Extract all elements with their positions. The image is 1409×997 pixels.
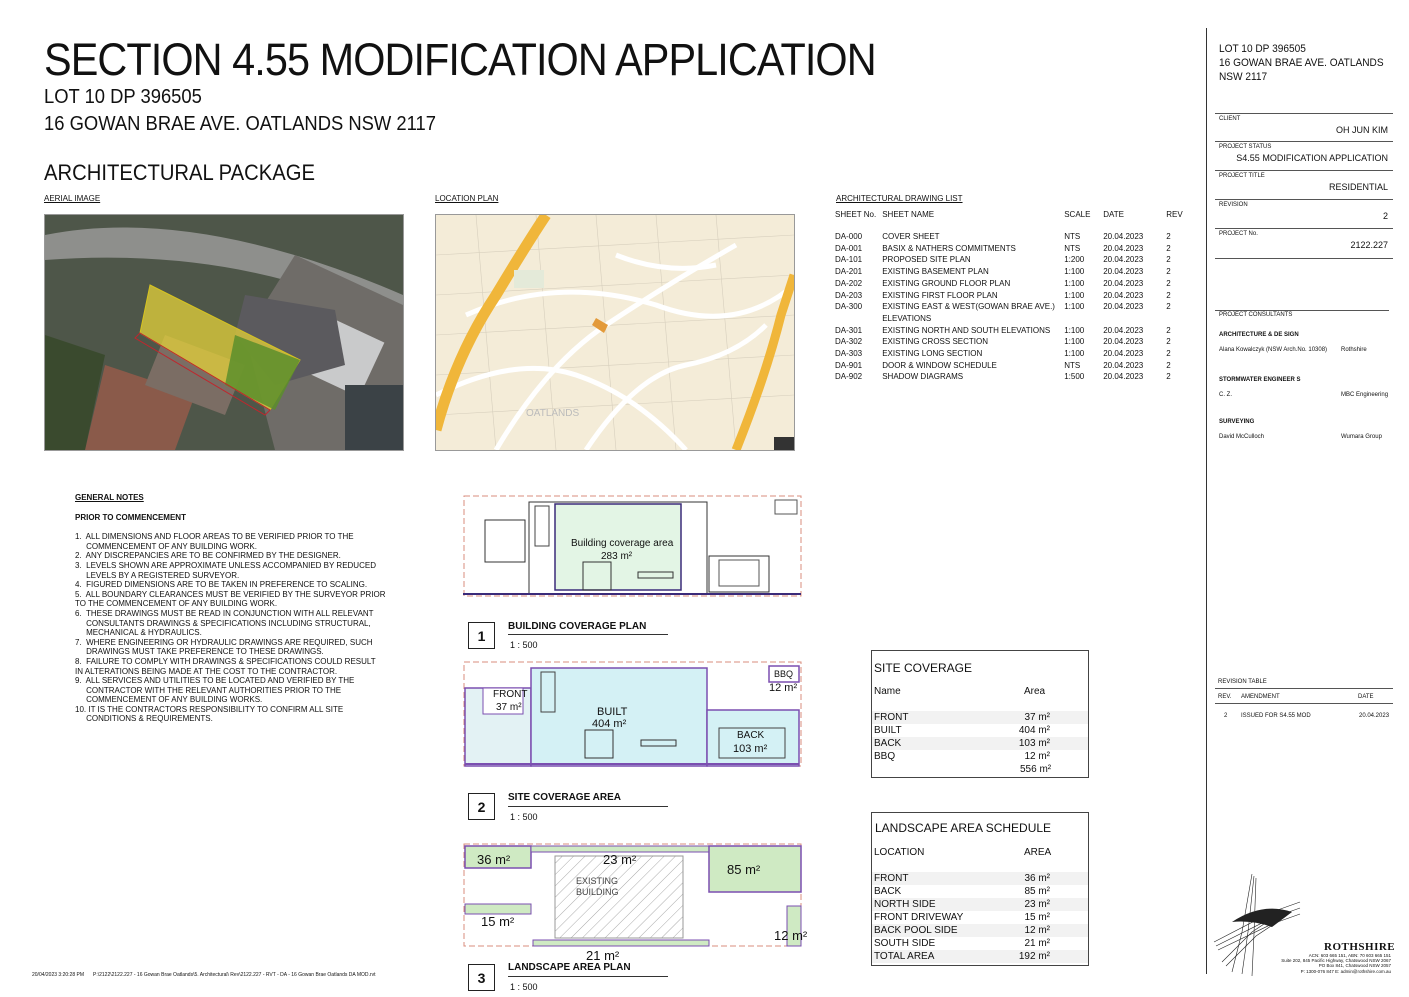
drawing-list-cell: COVER SHEET xyxy=(882,232,940,241)
drawing-list-cell: DA-302 xyxy=(835,337,863,347)
stormwater-name: C. Z. xyxy=(1219,392,1232,398)
schedule-name: BACK POOL SIDE xyxy=(874,925,958,936)
drawing-list-cell: EXISTING BASEMENT PLAN xyxy=(882,267,989,277)
aerial-image xyxy=(44,214,404,451)
drawing-list-cell: PROPOSED SITE PLAN xyxy=(882,255,971,265)
drawing-list-label: ARCHITECTURAL DRAWING LIST xyxy=(836,194,963,203)
drawing-list-row xyxy=(832,371,1186,383)
drawing-list-cell: 1:100 xyxy=(1064,349,1085,359)
note-line: 4. FIGURED DIMENSIONS ARE TO BE TAKEN IN PREFERENCE TO SCALING. xyxy=(75,580,368,590)
built-label: BUILT xyxy=(597,706,628,718)
drawing-list-row xyxy=(832,278,1186,290)
note-line: LEVELS BY A REGISTERED SURVEYOR. xyxy=(75,570,240,580)
drawing-list-cell: DA-101 xyxy=(835,255,863,265)
rev-col-amendment: AMENDMENT xyxy=(1241,694,1280,700)
schedule-area: 12 m² xyxy=(1024,925,1050,936)
note-line: 8. FAILURE TO COMPLY WITH DRAWINGS & SPECIFICATIONS COULD RESULT xyxy=(75,656,376,666)
drawing-list-cell: DA-901 xyxy=(835,360,863,370)
rev-row-rev: 2 xyxy=(1224,713,1228,719)
sidebar-addr1: 16 GOWAN BRAE AVE. OATLANDS xyxy=(1219,57,1384,69)
site-coverage-total: 556 m² xyxy=(1020,764,1052,775)
drawing-list-cell: 1:100 xyxy=(1064,290,1085,300)
page-title: SECTION 4.55 MODIFICATION APPLICATION xyxy=(44,34,876,85)
brand-line-2: Suite 202, 845 Pacific Highway, Chatswood NSW 2067 xyxy=(1281,958,1391,964)
rev-row-amendment: ISSUED FOR S4.55 MOD xyxy=(1241,713,1311,719)
brand-line-4: P: 1300-076 847 E: admin@rothshire.com.au xyxy=(1300,968,1391,974)
general-notes xyxy=(75,493,386,724)
drawing-list-cell: 1:100 xyxy=(1064,337,1085,347)
drawing-list-cell: EXISTING NORTH AND SOUTH ELEVATIONS xyxy=(882,325,1051,335)
sidebar-addr2: NSW 2117 xyxy=(1219,71,1268,83)
note-line: CONTRACTOR WITH THE RELEVANT AUTHORITIES PRIOR TO THE xyxy=(75,685,342,695)
status-value: S4.55 MODIFICATION APPLICATION xyxy=(1236,153,1388,163)
drawing-list-cell: 2 xyxy=(1166,325,1171,335)
drawing-list-row xyxy=(832,266,1186,278)
drawing-list-row xyxy=(832,336,1186,348)
revision-table-label: REVISION TABLE xyxy=(1218,679,1267,685)
project-title-value: RESIDENTIAL xyxy=(1328,182,1388,192)
project-no-label: PROJECT No. xyxy=(1219,231,1258,237)
client-label: CLIENT xyxy=(1219,116,1241,122)
drawing-list-cell: 1:100 xyxy=(1064,278,1085,288)
schedule-area: 12 m² xyxy=(1024,751,1050,762)
note-line: MECHANICAL & HYDRAULICS. xyxy=(75,628,202,638)
plan-3-scale: 1 : 500 xyxy=(510,982,538,992)
rev-row-date: 20.04.2023 xyxy=(1359,713,1390,719)
aerial-label: AERIAL IMAGE xyxy=(44,194,101,203)
drawing-list-cell: 1:500 xyxy=(1064,372,1085,382)
schedule-name: BUILT xyxy=(874,725,902,736)
drawing-list-cell: NTS xyxy=(1064,360,1081,370)
drawing-list-cell: NTS xyxy=(1064,232,1081,241)
surveyor-firm: Wumara Group xyxy=(1341,434,1382,440)
col-rev: REV xyxy=(1166,210,1183,219)
drawing-list-cell: DA-201 xyxy=(835,267,863,277)
schedule-area: 36 m² xyxy=(1024,873,1050,884)
drawing-list-cell: EXISTING FIRST FLOOR PLAN xyxy=(882,290,998,300)
drawing-list-cell: 2 xyxy=(1166,267,1171,277)
drawing-list-cell: EXISTING CROSS SECTION xyxy=(882,337,988,347)
landscape-23: 23 m² xyxy=(603,852,637,867)
drawing-list-cell: DA-303 xyxy=(835,349,863,359)
plan-1-title: BUILDING COVERAGE PLAN xyxy=(508,621,647,632)
schedule-row xyxy=(872,924,1088,937)
schedule-row xyxy=(872,724,1088,737)
notes-heading: GENERAL NOTES xyxy=(75,493,144,502)
stormwater-label: STORMWATER ENGINEER S xyxy=(1219,377,1301,383)
plan-3-title: LANDSCAPE AREA PLAN xyxy=(508,962,631,973)
drawing-list-cell: SHADOW DIAGRAMS xyxy=(882,372,964,382)
schedule-row xyxy=(872,898,1088,911)
col-sheet-no: SHEET No. xyxy=(835,210,877,219)
landscape-36: 36 m² xyxy=(477,852,511,867)
site-coverage-table xyxy=(872,711,1088,763)
schedule-name: FRONT xyxy=(874,873,909,884)
site-coverage-title: SITE COVERAGE xyxy=(874,661,973,675)
plan-2-scale: 1 : 500 xyxy=(510,812,538,822)
coverage-area-value: 283 m² xyxy=(601,551,633,562)
schedule-name: SOUTH SIDE xyxy=(874,938,936,949)
schedule-area: 23 m² xyxy=(1024,899,1050,910)
landscape-col-area: AREA xyxy=(1024,847,1052,858)
location-label: LOCATION PLAN xyxy=(435,194,499,203)
schedule-area: 192 m² xyxy=(1018,951,1050,962)
rev-col-rev: REV. xyxy=(1218,694,1232,700)
building-coverage-plan xyxy=(463,494,803,598)
schedule-area: 37 m² xyxy=(1024,712,1050,723)
brand-name: ROTHSHIRE xyxy=(1324,941,1396,953)
surveying-label: SURVEYING xyxy=(1219,419,1255,425)
drawing-list-row xyxy=(832,360,1186,372)
drawing-list-cell: 20.04.2023 xyxy=(1103,349,1144,359)
drawing-list-cell: 20.04.2023 xyxy=(1103,267,1144,277)
drawing-list-row xyxy=(832,243,1186,255)
drawing-list-cell: 2 xyxy=(1166,372,1171,382)
schedule-row xyxy=(872,885,1088,898)
map-suburb-label: OATLANDS xyxy=(526,408,580,419)
drawing-list-cell: 2 xyxy=(1166,349,1171,359)
schedule-area: 15 m² xyxy=(1024,912,1050,923)
drawing-list-row xyxy=(832,301,1186,324)
status-label: PROJECT STATUS xyxy=(1219,144,1272,150)
drawing-list-cell: 1:100 xyxy=(1064,302,1085,312)
project-no-value: 2122.227 xyxy=(1350,240,1388,250)
drawing-list-cell: DA-203 xyxy=(835,290,863,300)
drawing-list-row xyxy=(832,231,1186,243)
note-line: CONSULTANTS DRAWINGS & SPECIFICATIONS INCLUDING STRUCTURAL, xyxy=(75,618,371,628)
drawing-list-cell: 20.04.2023 xyxy=(1103,372,1144,382)
schedule-name: BBQ xyxy=(874,751,896,762)
schedule-area: 404 m² xyxy=(1018,725,1050,736)
drawing-list-cell: 1:200 xyxy=(1064,255,1085,265)
brand-details xyxy=(1281,953,1391,974)
landscape-85: 85 m² xyxy=(727,862,761,877)
landscape-schedule xyxy=(871,812,1089,966)
note-line: 3. LEVELS SHOWN ARE APPROXIMATE UNLESS ACCOMPANIED BY REDUCED xyxy=(75,560,376,570)
package-title: ARCHITECTURAL PACKAGE xyxy=(44,160,316,185)
drawing-list-cell: DA-300 xyxy=(835,302,863,312)
architecture-label: ARCHITECTURE & DE SIGN xyxy=(1219,332,1299,338)
surveyor-name: David McCulloch xyxy=(1219,434,1265,440)
landscape-12: 12 m² xyxy=(774,928,808,943)
plan-1-number: 1 xyxy=(468,622,495,649)
drawing-list-cell: DA-202 xyxy=(835,278,863,288)
note-line: IN ALTERATIONS BEING MADE AT THE COST TO THE CONTRACTOR. xyxy=(75,666,338,676)
footer-file-path: P:\2122\2122.227 - 16 Gowan Brae Oatlands\5. Architectural\ Rev\2122.227 - RVT - DA - 16 Gowan Brae Oatlands DA MOD.rvt xyxy=(93,972,376,978)
building-label: BUILDING xyxy=(576,887,619,897)
drawing-list-cell: DA-301 xyxy=(835,325,863,335)
site-coverage-col-area: Area xyxy=(1024,686,1046,697)
brand-line-3: PO Box 841, Chatswood NSW 2057 xyxy=(1318,963,1391,969)
schedule-row xyxy=(872,872,1088,885)
note-line: COMMENCEMENT OF ANY BUILDING WORK. xyxy=(75,541,257,551)
note-line: 6. THESE DRAWINGS MUST BE READ IN CONJUNCTION WITH ALL RELEVANT xyxy=(75,608,374,618)
drawing-list-cell: 2 xyxy=(1166,278,1171,288)
plan-1-scale: 1 : 500 xyxy=(510,640,538,650)
drawing-list-cell: EXISTING GROUND FLOOR PLAN xyxy=(882,278,1011,288)
schedule-name: FRONT DRIVEWAY xyxy=(874,912,964,923)
front-area: 37 m² xyxy=(496,702,522,713)
drawing-list-cell: DA-902 xyxy=(835,372,863,382)
architect-firm: Rothshire xyxy=(1341,347,1367,353)
drawing-list-cell: 2 xyxy=(1166,360,1171,370)
architect-name: Alana Kowalczyk (NSW Arch.No. 10308) xyxy=(1219,347,1328,353)
schedule-row xyxy=(872,750,1088,763)
address-line: 16 GOWAN BRAE AVE. OATLANDS NSW 2117 xyxy=(44,113,436,135)
drawing-list-cell: BASIX & NATHERS COMMITMENTS xyxy=(882,243,1016,253)
schedule-area: 85 m² xyxy=(1024,886,1050,897)
col-scale: SCALE xyxy=(1064,210,1091,219)
drawing-list-table xyxy=(832,210,1186,383)
client-value: OH JUN KIM xyxy=(1335,125,1388,135)
drawing-list-cell: 20.04.2023 xyxy=(1103,337,1144,347)
rev-col-date: DATE xyxy=(1358,694,1374,700)
drawing-list-cell: DOOR & WINDOW SCHEDULE xyxy=(882,360,997,370)
back-label: BACK xyxy=(737,730,765,741)
landscape-table xyxy=(872,872,1088,963)
schedule-row xyxy=(872,937,1088,950)
coverage-area-label: Building coverage area xyxy=(571,538,674,549)
note-line: CONDITIONS & REQUIREMENTS. xyxy=(75,714,213,724)
schedule-area: 103 m² xyxy=(1018,738,1050,749)
note-line: 2. ANY DISCREPANCIES ARE TO BE CONFIRMED BY THE DESIGNER. xyxy=(75,551,341,561)
note-line: DRAWINGS MUST TAKE PREFERENCE TO THESE DRAWINGS. xyxy=(75,647,324,657)
note-line: 5. ALL BOUNDARY CLEARANCES MUST BE VERIFIED BY THE SURVEYOR PRIOR xyxy=(75,589,386,599)
schedule-row xyxy=(872,737,1088,750)
drawing-list-cell: 20.04.2023 xyxy=(1103,302,1144,312)
schedule-row xyxy=(872,911,1088,924)
revision-label: REVISION xyxy=(1219,202,1248,208)
drawing-list-cell: 2 xyxy=(1166,243,1171,253)
brand-line-1: ACN: 603 665 151, ABN: 70 603 665 151 xyxy=(1308,953,1391,958)
note-line: TO THE COMMENCEMENT OF ANY BUILDING WORK. xyxy=(75,599,278,609)
landscape-15: 15 m² xyxy=(481,914,515,929)
lot-line: LOT 10 DP 396505 xyxy=(44,86,202,108)
col-date: DATE xyxy=(1103,210,1124,219)
drawing-list-cell: 20.04.2023 xyxy=(1103,243,1144,253)
schedule-name: NORTH SIDE xyxy=(874,899,936,910)
col-sheet-name: SHEET NAME xyxy=(882,210,935,219)
drawing-list-cell: DA-000 xyxy=(835,232,863,241)
drawing-list-cell: 1:100 xyxy=(1064,267,1085,277)
drawing-list-cell: DA-001 xyxy=(835,243,863,253)
note-line: 10. IT IS THE CONTRACTORS RESPONSIBILITY TO CONFIRM ALL SITE xyxy=(75,704,344,714)
plan-2-number: 2 xyxy=(468,793,495,820)
footer-timestamp: 20/04/2023 3:20:28 PM xyxy=(32,972,84,978)
consultants-label: PROJECT CONSULTANTS xyxy=(1219,312,1293,318)
drawing-list-cell: 2 xyxy=(1166,255,1171,265)
plan-2-title: SITE COVERAGE AREA xyxy=(508,792,621,803)
schedule-area: 21 m² xyxy=(1024,938,1050,949)
note-line: 1. ALL DIMENSIONS AND FLOOR AREAS TO BE VERIFIED PRIOR TO THE xyxy=(75,532,354,542)
drawing-list-cell: 20.04.2023 xyxy=(1103,290,1144,300)
site-coverage-plan xyxy=(463,660,803,768)
drawing-list-cell: EXISTING EAST & WEST(GOWAN BRAE AVE.) ELEVATIONS xyxy=(882,302,1055,323)
notes-subheading: PRIOR TO COMMENCEMENT xyxy=(75,512,186,522)
landscape-area-plan xyxy=(463,842,808,963)
schedule-name: TOTAL AREA xyxy=(874,951,935,962)
note-line: 9. ALL SERVICES AND UTILITIES TO BE LOCATED AND VERIFIED BY THE xyxy=(75,676,355,686)
bbq-area: 12 m² xyxy=(769,682,798,694)
drawing-list-cell: 20.04.2023 xyxy=(1103,360,1144,370)
drawing-list-cell: 1:100 xyxy=(1064,325,1085,335)
drawing-list-cell: 2 xyxy=(1166,290,1171,300)
schedule-row xyxy=(872,950,1088,963)
note-line: COMMENCEMENT OF ANY BUILDING WORKS. xyxy=(75,695,263,705)
project-title-label: PROJECT TITLE xyxy=(1219,173,1265,179)
drawing-list-row xyxy=(832,290,1186,302)
note-line: 7. WHERE ENGINEERING OR HYDRAULIC DRAWINGS ARE REQUIRED, SUCH xyxy=(75,637,373,647)
drawing-list-row xyxy=(832,348,1186,360)
landscape-title: LANDSCAPE AREA SCHEDULE xyxy=(875,821,1052,835)
bbq-label: BBQ xyxy=(774,669,794,679)
drawing-list-cell: 20.04.2023 xyxy=(1103,255,1144,265)
location-map xyxy=(435,214,795,451)
sidebar-address xyxy=(1219,42,1384,84)
back-area: 103 m² xyxy=(733,743,768,755)
drawing-list-cell: 20.04.2023 xyxy=(1103,278,1144,288)
drawing-list-row xyxy=(832,325,1186,337)
schedule-name: BACK xyxy=(874,738,902,749)
drawing-list-cell: 20.04.2023 xyxy=(1103,232,1144,241)
site-coverage-col-name: Name xyxy=(874,686,901,697)
drawing-list-cell: 20.04.2023 xyxy=(1103,325,1144,335)
landscape-col-location: LOCATION xyxy=(874,847,925,858)
landscape-21: 21 m² xyxy=(586,948,620,963)
front-label: FRONT xyxy=(493,689,528,700)
drawing-list-row xyxy=(832,254,1186,266)
built-area: 404 m² xyxy=(592,718,627,730)
existing-label: EXISTING xyxy=(576,876,619,886)
sidebar-lot: LOT 10 DP 396505 xyxy=(1219,43,1306,55)
drawing-list-cell: NTS xyxy=(1064,243,1081,253)
drawing-list-cell: EXISTING LONG SECTION xyxy=(882,349,983,359)
stormwater-firm: MBC Engineering xyxy=(1341,392,1389,398)
schedule-name: FRONT xyxy=(874,712,909,723)
drawing-list-cell: 2 xyxy=(1166,302,1171,312)
schedule-row xyxy=(872,711,1088,724)
plan-3-number: 3 xyxy=(468,964,495,991)
drawing-list-cell: 2 xyxy=(1166,232,1171,241)
drawing-list-cell: 2 xyxy=(1166,337,1171,347)
schedule-name: BACK xyxy=(874,886,902,897)
site-coverage-schedule xyxy=(871,650,1089,778)
revision-value: 2 xyxy=(1382,211,1388,221)
